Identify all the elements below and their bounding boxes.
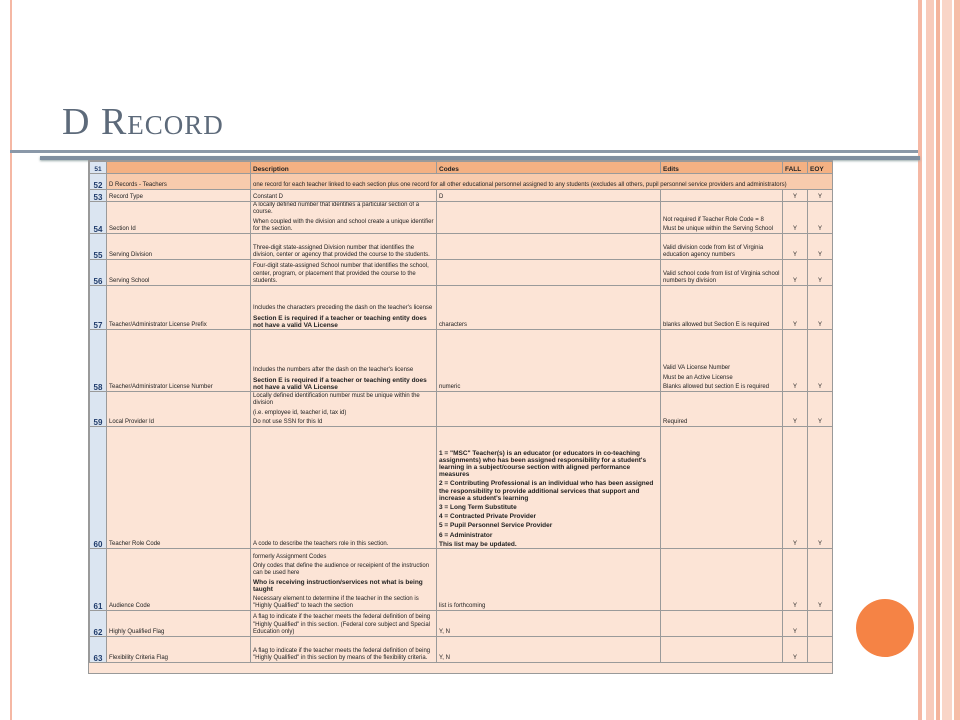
- eoy-cell: Y: [808, 260, 833, 286]
- row-number: 60: [90, 427, 107, 549]
- row-number: 63: [90, 637, 107, 663]
- section-row: [90, 174, 833, 190]
- row-number: 57: [90, 286, 107, 330]
- header-row: [90, 162, 833, 174]
- description-cell: [251, 637, 437, 663]
- fall-cell: Y: [783, 392, 808, 427]
- codes-cell: [437, 392, 661, 427]
- decorative-stripe: [926, 0, 934, 720]
- cell-line: Necessary element to determine if the teacher in the section is "Highly Qualified" to teach the section: [253, 595, 419, 609]
- cell-line: A flag to indicate if the teacher meets the federal definition of being "Highly Qualified" in this section. (Federal core subject and Special Education only): [253, 614, 431, 635]
- codes-cell: [437, 234, 661, 260]
- edits-cell: [661, 427, 783, 549]
- description-cell: [251, 260, 437, 286]
- title-divider: [10, 150, 918, 153]
- edits-cell: [661, 202, 783, 234]
- description-cell: [251, 286, 437, 330]
- fall-cell: Y: [783, 427, 808, 549]
- cell-line: A locally defined number that identifies a particular section of a course.: [253, 202, 420, 216]
- cell-line: Constant D: [253, 193, 284, 200]
- cell-line: 2 = Contributing Professional is an individual who has been assigned the responsibility to provide additional services that support and increase a student's learning: [439, 480, 654, 502]
- eoy-cell: [808, 637, 833, 663]
- codes-cell: [437, 190, 661, 202]
- cell-line: D: [439, 193, 444, 200]
- cell-line: 6 = Administrator: [439, 531, 493, 539]
- table-row: [90, 234, 833, 260]
- description-cell: [251, 549, 437, 611]
- table-row: [90, 330, 833, 392]
- cell-line: Y, N: [439, 654, 450, 661]
- description-cell: [251, 427, 437, 549]
- description-cell: [251, 190, 437, 202]
- row-number: 59: [90, 392, 107, 427]
- fall-cell: Y: [783, 637, 808, 663]
- cell-line: numeric: [439, 383, 461, 390]
- header-fall: FALL: [783, 162, 808, 174]
- eoy-cell: [808, 611, 833, 637]
- row-number: 55: [90, 234, 107, 260]
- field-name: Local Provider Id: [107, 392, 251, 427]
- codes-cell: [437, 549, 661, 611]
- cell-line: 3 = Long Term Substitute: [439, 503, 517, 511]
- codes-cell: [437, 260, 661, 286]
- description-cell: [251, 202, 437, 234]
- cell-line: formerly Assignment Codes: [253, 553, 327, 560]
- field-name: Record Type: [107, 190, 251, 202]
- fall-cell: Y: [783, 286, 808, 330]
- slide-frame-left: [10, 0, 12, 720]
- header-edits: Edits: [661, 162, 783, 174]
- table-row: [90, 611, 833, 637]
- cell-line: Blanks allowed but section E is required: [663, 383, 770, 390]
- cell-line: This list may be updated.: [439, 540, 517, 548]
- description-cell: [251, 234, 437, 260]
- section-name: D Records - Teachers: [107, 174, 251, 190]
- description-cell: [251, 611, 437, 637]
- cell-line: Section E is required if a teacher or teaching entity does not have a valid VA License: [253, 376, 427, 391]
- cell-line: (i.e. employee id, teacher id, tax id): [253, 409, 347, 416]
- slide-title: D Record: [62, 101, 224, 143]
- cell-line: Valid VA License Number: [663, 365, 731, 372]
- eoy-cell: Y: [808, 234, 833, 260]
- cell-line: Only codes that define the audience or receipient of the instruction can be used here: [253, 562, 430, 576]
- edits-cell: [661, 549, 783, 611]
- spreadsheet-excerpt: [88, 160, 833, 674]
- eoy-cell: Y: [808, 330, 833, 392]
- accent-circle: [856, 599, 914, 657]
- record-spec-table: [89, 161, 833, 663]
- row-number: 62: [90, 611, 107, 637]
- edits-cell: [661, 190, 783, 202]
- field-name: Teacher/Administrator License Prefix: [107, 286, 251, 330]
- cell-line: Must be an Active License: [663, 374, 733, 381]
- decorative-stripe: [936, 0, 940, 720]
- cell-line: 4 = Contracted Private Provider: [439, 513, 536, 521]
- cell-line: A code to describe the teachers role in this section.: [253, 540, 389, 547]
- cell-line: Three-digit state-assigned Division number that identifies the division, center or agency that provided the course to the students.: [253, 244, 430, 258]
- cell-line: 1 = "MSC" Teacher(s) is an educator (or educators in co-teaching assignments) who has been assigned responsibility for a student's learning in a subject/course section with aligned performance measures: [439, 449, 647, 479]
- cell-line: Locally defined identification number must be unique within the division: [253, 393, 420, 407]
- field-name: Serving Division: [107, 234, 251, 260]
- section-description: one record for each teacher linked to each section plus one record for all other educational personnel assigned to any students (excludes all others, pupil personnel service providers and administrators): [251, 174, 833, 190]
- description-cell: [251, 392, 437, 427]
- eoy-cell: Y: [808, 427, 833, 549]
- codes-cell: [437, 330, 661, 392]
- field-name: Audience Code: [107, 549, 251, 611]
- cell-line: Required: [663, 418, 688, 425]
- cell-line: 5 = Pupil Personnel Service Provider: [439, 522, 553, 530]
- fall-cell: Y: [783, 190, 808, 202]
- decorative-stripe: [942, 0, 952, 720]
- field-name: Section Id: [107, 202, 251, 234]
- field-name: Teacher/Administrator License Number: [107, 330, 251, 392]
- description-cell: [251, 330, 437, 392]
- fall-cell: Y: [783, 611, 808, 637]
- header-name: [107, 162, 251, 174]
- row-number: 54: [90, 202, 107, 234]
- edits-cell: [661, 392, 783, 427]
- codes-cell: [437, 202, 661, 234]
- cell-line: A flag to indicate if the teacher meets the federal definition of being "Highly Qualified" in this section by means of the flexibility criteria.: [253, 647, 431, 661]
- table-row: [90, 637, 833, 663]
- row-number: 53: [90, 190, 107, 202]
- codes-cell: [437, 611, 661, 637]
- cell-line: Valid division code from list of Virginia education agency numbers: [663, 244, 764, 258]
- cell-line: Must be unique within the Serving School: [663, 225, 774, 232]
- table-row: [90, 286, 833, 330]
- eoy-cell: Y: [808, 190, 833, 202]
- decorative-stripe: [954, 0, 960, 720]
- cell-line: When coupled with the division and school create a unique identifier for the section.: [253, 218, 434, 232]
- cell-line: Do not use SSN for this Id: [253, 418, 323, 425]
- codes-cell: [437, 286, 661, 330]
- field-name: Highly Qualified Flag: [107, 611, 251, 637]
- fall-cell: Y: [783, 330, 808, 392]
- row-number: 58: [90, 330, 107, 392]
- fall-cell: Y: [783, 202, 808, 234]
- cell-line: Four-digit state-assigned School number that identifies the school, center, program, or placement that provided the course to the students.: [253, 263, 429, 284]
- cell-line: blanks allowed but Section E is required: [663, 321, 770, 328]
- cell-line: Who is receiving instruction/services not what is being taught: [253, 579, 423, 594]
- slide-frame-right: [918, 0, 922, 720]
- table-row: [90, 549, 833, 611]
- eoy-cell: Y: [808, 392, 833, 427]
- cell-line: Includes the numbers after the dash on the teacher's license: [253, 367, 414, 374]
- codes-cell: [437, 427, 661, 549]
- fall-cell: Y: [783, 549, 808, 611]
- edits-cell: [661, 637, 783, 663]
- table-row: [90, 202, 833, 234]
- cell-line: Valid school code from list of Virginia school numbers by division: [663, 270, 780, 284]
- fall-cell: Y: [783, 260, 808, 286]
- eoy-cell: Y: [808, 286, 833, 330]
- table-row: [90, 427, 833, 549]
- edits-cell: [661, 330, 783, 392]
- row-number: 56: [90, 260, 107, 286]
- row-number: 61: [90, 549, 107, 611]
- row-number: 51: [90, 162, 107, 174]
- field-name: Serving School: [107, 260, 251, 286]
- table-row: [90, 260, 833, 286]
- header-description: Description: [251, 162, 437, 174]
- cell-line: Includes the characters preceding the dash on the teacher's license: [253, 305, 433, 312]
- eoy-cell: Y: [808, 549, 833, 611]
- eoy-cell: Y: [808, 202, 833, 234]
- header-eoy: EOY: [808, 162, 833, 174]
- cell-line: characters: [439, 321, 468, 328]
- edits-cell: [661, 234, 783, 260]
- codes-cell: [437, 637, 661, 663]
- field-name: Teacher Role Code: [107, 427, 251, 549]
- fall-cell: Y: [783, 234, 808, 260]
- cell-line: list is forthcoming: [439, 602, 486, 609]
- field-name: Flexibility Criteria Flag: [107, 637, 251, 663]
- edits-cell: [661, 286, 783, 330]
- cell-line: Y, N: [439, 628, 450, 635]
- edits-cell: [661, 260, 783, 286]
- edits-cell: [661, 611, 783, 637]
- table-row: [90, 392, 833, 427]
- row-number: 52: [90, 174, 107, 190]
- table-row: [90, 190, 833, 202]
- cell-line: Section E is required if a teacher or teaching entity does not have a valid VA License: [253, 314, 427, 329]
- cell-line: Not required if Teacher Role Code = 8: [663, 216, 764, 223]
- header-codes: Codes: [437, 162, 661, 174]
